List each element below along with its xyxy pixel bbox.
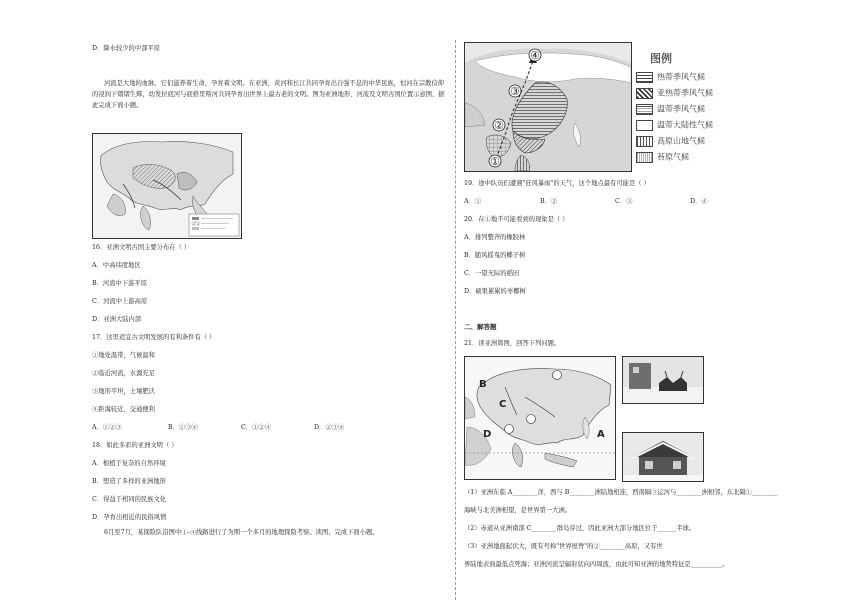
q19-option-c: C．③ <box>615 198 633 205</box>
q19-option-b: B．② <box>540 198 558 205</box>
legend-swatch-icon <box>636 104 653 115</box>
legend-item-tropical-monsoon: 热带季风气候 <box>636 72 705 83</box>
q21-sub2: （2）赤道从亚洲南部 C________群岛穿过，因此亚洲大部分地区位于______半球。 <box>464 525 696 532</box>
photo-snow-house <box>622 432 704 482</box>
route-marker-1: ① <box>490 155 500 168</box>
map-letter-d: D <box>483 429 492 440</box>
q16-option-d: D．亚洲大陆内部 <box>92 316 142 323</box>
q21-sub3-line2: 界陆地表面最低点死海；亚洲河流呈辐射状向四周流，由此可知亚洲的地势特征是__________。 <box>464 561 729 568</box>
map-letter-b: B <box>479 379 487 390</box>
section-heading-answers: 二、解答题 <box>464 323 497 331</box>
legend-item-temperate-continental: 温带大陆性气候 <box>636 120 713 131</box>
q17-condition-3: ③地形平坦，土壤肥沃 <box>92 388 155 395</box>
legend-item-highland: 高原山地气候 <box>636 136 705 147</box>
q17-option-a: A．①②③ <box>92 424 122 431</box>
route-marker-4: ④ <box>530 49 540 62</box>
q17-condition-4: ④距海较近，交通便利 <box>92 406 155 413</box>
q18-option-a: A．根植于复杂的自然环境 <box>92 460 166 467</box>
q17-option-d: D．②③④ <box>314 424 345 431</box>
q21-stem: 21．读亚洲简图，回答下列问题。 <box>464 340 561 347</box>
q16-option-c: C．河流中上游高原 <box>92 298 148 305</box>
q18-option-d: D．孕育出相近的民俗风情 <box>92 514 167 521</box>
asia-civilization-map <box>92 133 242 239</box>
q16-option-a: A．中高纬度地区 <box>92 262 141 269</box>
q17-condition-1: ①地处温带，气候温和 <box>92 352 155 359</box>
q19-stem: 19．途中队员们遭遇"狂风暴雨"的天气，这个地点最有可能是（ ） <box>464 180 650 187</box>
q17-option-c: C．①②④ <box>241 424 272 431</box>
q16-option-b: B．河流中下游平原 <box>92 280 148 287</box>
q20-option-c: C．一望无际的稻田 <box>464 270 520 277</box>
legend-item-subtropical-monsoon: 亚热带季风气候 <box>636 88 713 99</box>
q16-stem: 16．亚洲文明古国主要分布在（ ） <box>92 244 191 251</box>
q15-option-d: D．降水较少的中部平原 <box>92 45 161 52</box>
q19-option-d: D．④ <box>690 198 708 205</box>
q21-sub1-line2: 海峡与北美洲相望，是世界第一大洲。 <box>464 507 572 514</box>
q20-option-d: D．硕果累累的枣椰树 <box>464 288 526 295</box>
q21-sub1-line1: （1）亚洲东临 A________洋，西与 B________洲陆地相连，西南隔③运河与________洲相邻，东北隔①________ <box>464 489 778 496</box>
q17-option-b: B．①③④ <box>168 424 198 431</box>
q20-option-a: A．排列整齐的橡胶林 <box>464 234 526 241</box>
photo-reindeer-sled <box>622 356 704 404</box>
route-marker-2: ② <box>494 119 504 132</box>
legend-swatch-icon <box>636 152 653 163</box>
q17-stem: 17．这里适宜古文明发展的有利条件有（ ） <box>92 334 216 341</box>
passage-rivers: 河流是大地的血脉，它们滋养着生命，孕育着文明。在亚洲，黄河和长江共同孕育出自强不息的中华民族，恒河在宗教信仰的浸润下熠熠生辉，幼发拉底河与底格里斯河共同孕育出世界上最古老的文明。图为亚洲地形、河流及文明古国位置示意图，据此完成下面小题。 <box>92 80 445 109</box>
route-marker-3: ③ <box>510 85 520 98</box>
legend-swatch-icon <box>636 88 653 99</box>
q18-option-b: B．塑造了多样的亚洲地形 <box>92 478 166 485</box>
legend-swatch-icon <box>636 136 653 147</box>
map-letter-c: C <box>499 399 507 410</box>
q18-stem: 18．如此多彩的亚洲文明（ ） <box>92 442 178 449</box>
q18-option-c: C．得益于相同的民族文化 <box>92 496 167 503</box>
passage-expedition: 6月至7月，某探险队沿图中①-④线路进行了为期一个多月的地理探险考察。读图，完成下面小题。 <box>104 529 379 536</box>
legend-swatch-icon <box>636 120 653 131</box>
column-divider <box>455 40 456 600</box>
expedition-route-map <box>464 42 632 172</box>
legend-title: 图例 <box>650 52 672 65</box>
q19-option-a: A．① <box>464 198 482 205</box>
q17-condition-2: ②临近河流，水源充足 <box>92 370 155 377</box>
q20-option-b: B．随风摇曳的椰子树 <box>464 252 526 259</box>
legend-item-tundra: 苔原气候 <box>636 152 689 163</box>
q21-sub3-line1: （3）亚洲地面起伏大，既有号称"世界屋脊"的②________高原，又有世 <box>464 543 663 550</box>
legend-item-temperate-monsoon: 温带季风气候 <box>636 104 705 115</box>
q20-stem: 20．在①地不可能看到的现象是（ ） <box>464 216 569 223</box>
legend-swatch-icon <box>636 72 653 83</box>
asia-sketch-map <box>464 356 616 480</box>
map-letter-a: A <box>597 429 605 440</box>
